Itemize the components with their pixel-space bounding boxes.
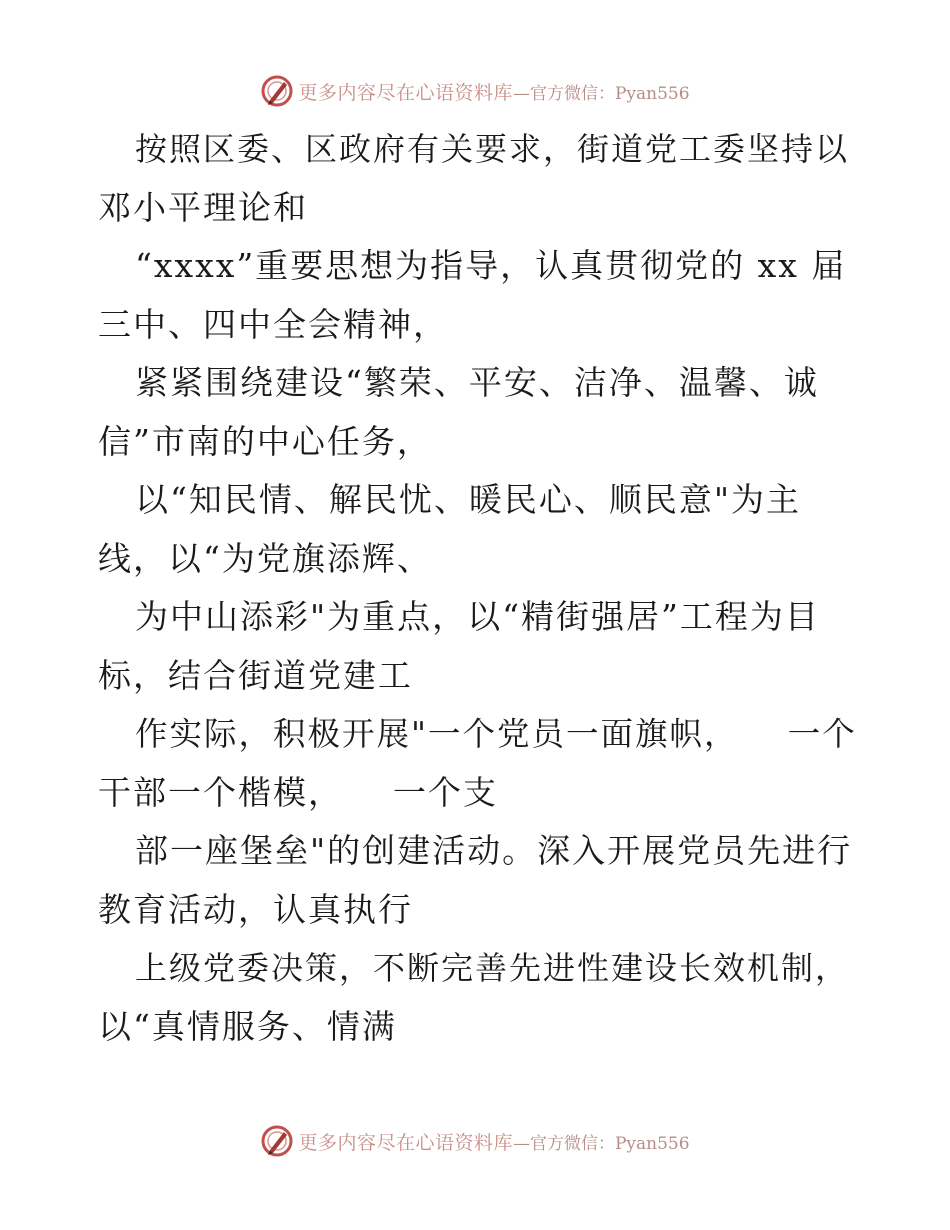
paragraph-2-line-1: “xxxx”重要思想为指导，认真贯彻党的 xx 届 <box>135 246 847 285</box>
document-body <box>98 120 858 1056</box>
paragraph-8-line-1: 上级党委决策，不断完善先进性建设长效机制， <box>135 949 850 987</box>
paragraph-4-line-1: 以“知民情、解民忧、暖民心、顺民意"为主 <box>135 480 802 519</box>
paragraph-1-line-1: 按照区委、区政府有关要求，街道党工委坚持以 <box>135 130 850 168</box>
paragraph-5-line-2: 标，结合街道党建工 <box>98 655 413 695</box>
pen-circle-logo-icon <box>260 1124 294 1158</box>
watermark-brand-text: 更多内容尽在心语资料库 <box>298 81 513 104</box>
watermark-wechat-text: —官方微信：Pyan556 <box>512 83 690 104</box>
pen-circle-logo-icon <box>260 74 294 108</box>
paragraph-5-line-1: 为中山添彩"为重点，以“精街强居”工程为目 <box>135 597 820 636</box>
watermark-wechat-text: —官方微信：Pyan556 <box>512 1133 690 1154</box>
paragraph-4-line-2: 线，以“为党旗添辉、 <box>98 538 432 578</box>
paragraph-2-line-2: 三中、四中全会精神， <box>98 304 448 344</box>
footer-watermark <box>0 1121 950 1161</box>
paragraph-3-line-2: 信”市南的中心任务， <box>98 421 432 461</box>
paragraph-7-line-2: 教育活动，认真执行 <box>98 889 413 929</box>
watermark-brand-text: 更多内容尽在心语资料库 <box>298 1131 513 1154</box>
paragraph-1-line-2: 邓小平理论和 <box>98 187 308 227</box>
paragraph-8-line-2: 以“真情服务、情满 <box>98 1006 397 1046</box>
paragraph-6-line-2: 干部一个楷模， 一个支 <box>98 772 498 812</box>
paragraph-6-line-1: 作实际，积极开展"一个党员一面旗帜， 一个 <box>135 715 857 753</box>
header-watermark <box>0 71 950 111</box>
paragraph-3-line-1: 紧紧围绕建设“繁荣、平安、洁净、温馨、诚 <box>135 363 819 402</box>
paragraph-7-line-1: 部一座堡垒"的创建活动。深入开展党员先进行 <box>135 831 853 870</box>
